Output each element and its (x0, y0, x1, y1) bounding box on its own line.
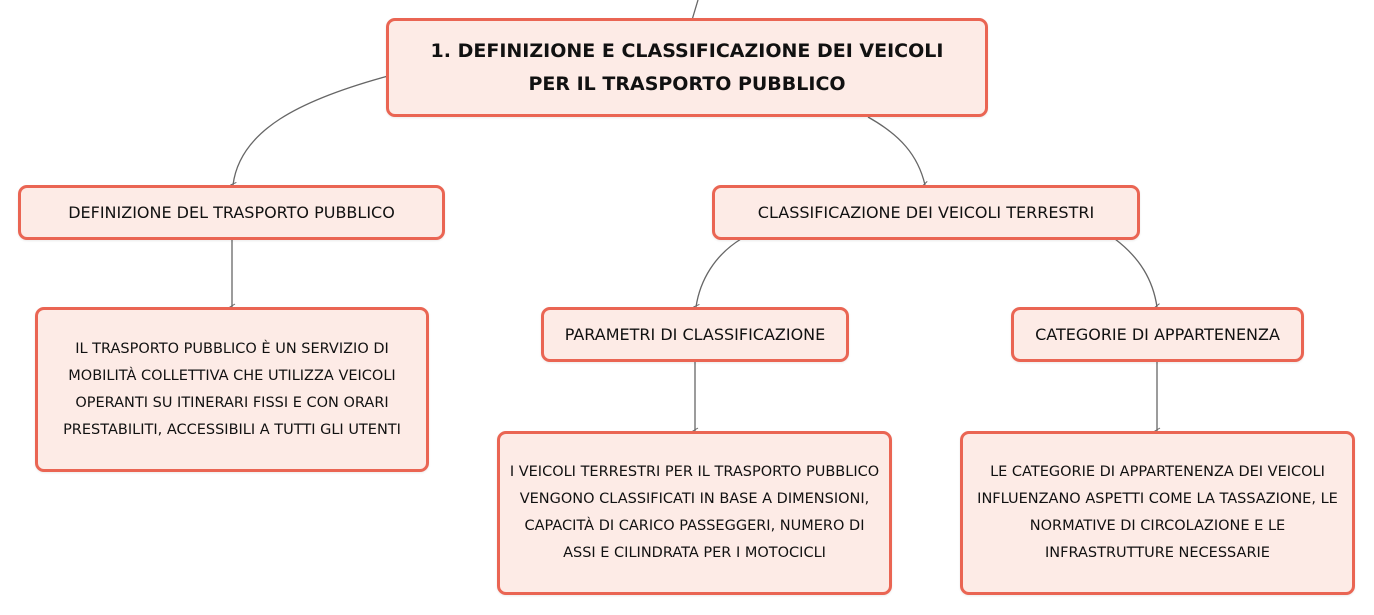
root-topic-label: 1. DEFINIZIONE E CLASSIFICAZIONE DEI VEICOLI PER IL TRASPORTO PUBBLICO (430, 39, 944, 95)
root-topic-node[interactable] (386, 18, 988, 117)
connector-classification-to-parameters (696, 239, 741, 307)
classification-label: CLASSIFICAZIONE DEI VEICOLI TERRESTRI (757, 202, 1095, 222)
definition-label: DEFINIZIONE DEL TRASPORTO PUBBLICO (68, 202, 395, 222)
parameters-label: PARAMETRI DI CLASSIFICAZIONE (564, 324, 826, 344)
connector-incoming (692, 0, 698, 20)
definition-node[interactable] (18, 185, 445, 240)
classification-node[interactable] (712, 185, 1140, 240)
parameters-description-node[interactable] (497, 431, 892, 595)
categories-label: CATEGORIE DI APPARTENENZA (1035, 324, 1280, 344)
categories-node[interactable] (1011, 307, 1304, 362)
connector-root-to-definition (233, 76, 388, 185)
connector-classification-to-categories (1115, 239, 1157, 307)
definition-description-node[interactable] (35, 307, 429, 472)
categories-description-text: LE CATEGORIE DI APPARTENENZA DEI VEICOLI INFLUENZANO ASPETTI COME LA TASSAZIONE, LE NORMATIVE DI CIRCOLAZIONE E LE INFRASTRUTTURE NECESSARIE (977, 464, 1338, 561)
connector-root-to-classification (868, 117, 925, 185)
definition-description-text: IL TRASPORTO PUBBLICO È UN SERVIZIO DI MOBILITÀ COLLETTIVA CHE UTILIZZA VEICOLI OPERANTI SU ITINERARI FISSI E CON ORARI PRESTABILITI, ACCESSIBILI A TUTTI GLI UTENTI (63, 340, 401, 438)
parameters-description-text: I VEICOLI TERRESTRI PER IL TRASPORTO PUBBLICO VENGONO CLASSIFICATI IN BASE A DIMENSIONI, CAPACITÀ DI CARICO PASSEGGERI, NUMERO DI ASSI E CILINDRATA PER I MOTOCICLI (509, 464, 880, 561)
parameters-node[interactable] (541, 307, 849, 362)
categories-description-node[interactable] (960, 431, 1355, 595)
